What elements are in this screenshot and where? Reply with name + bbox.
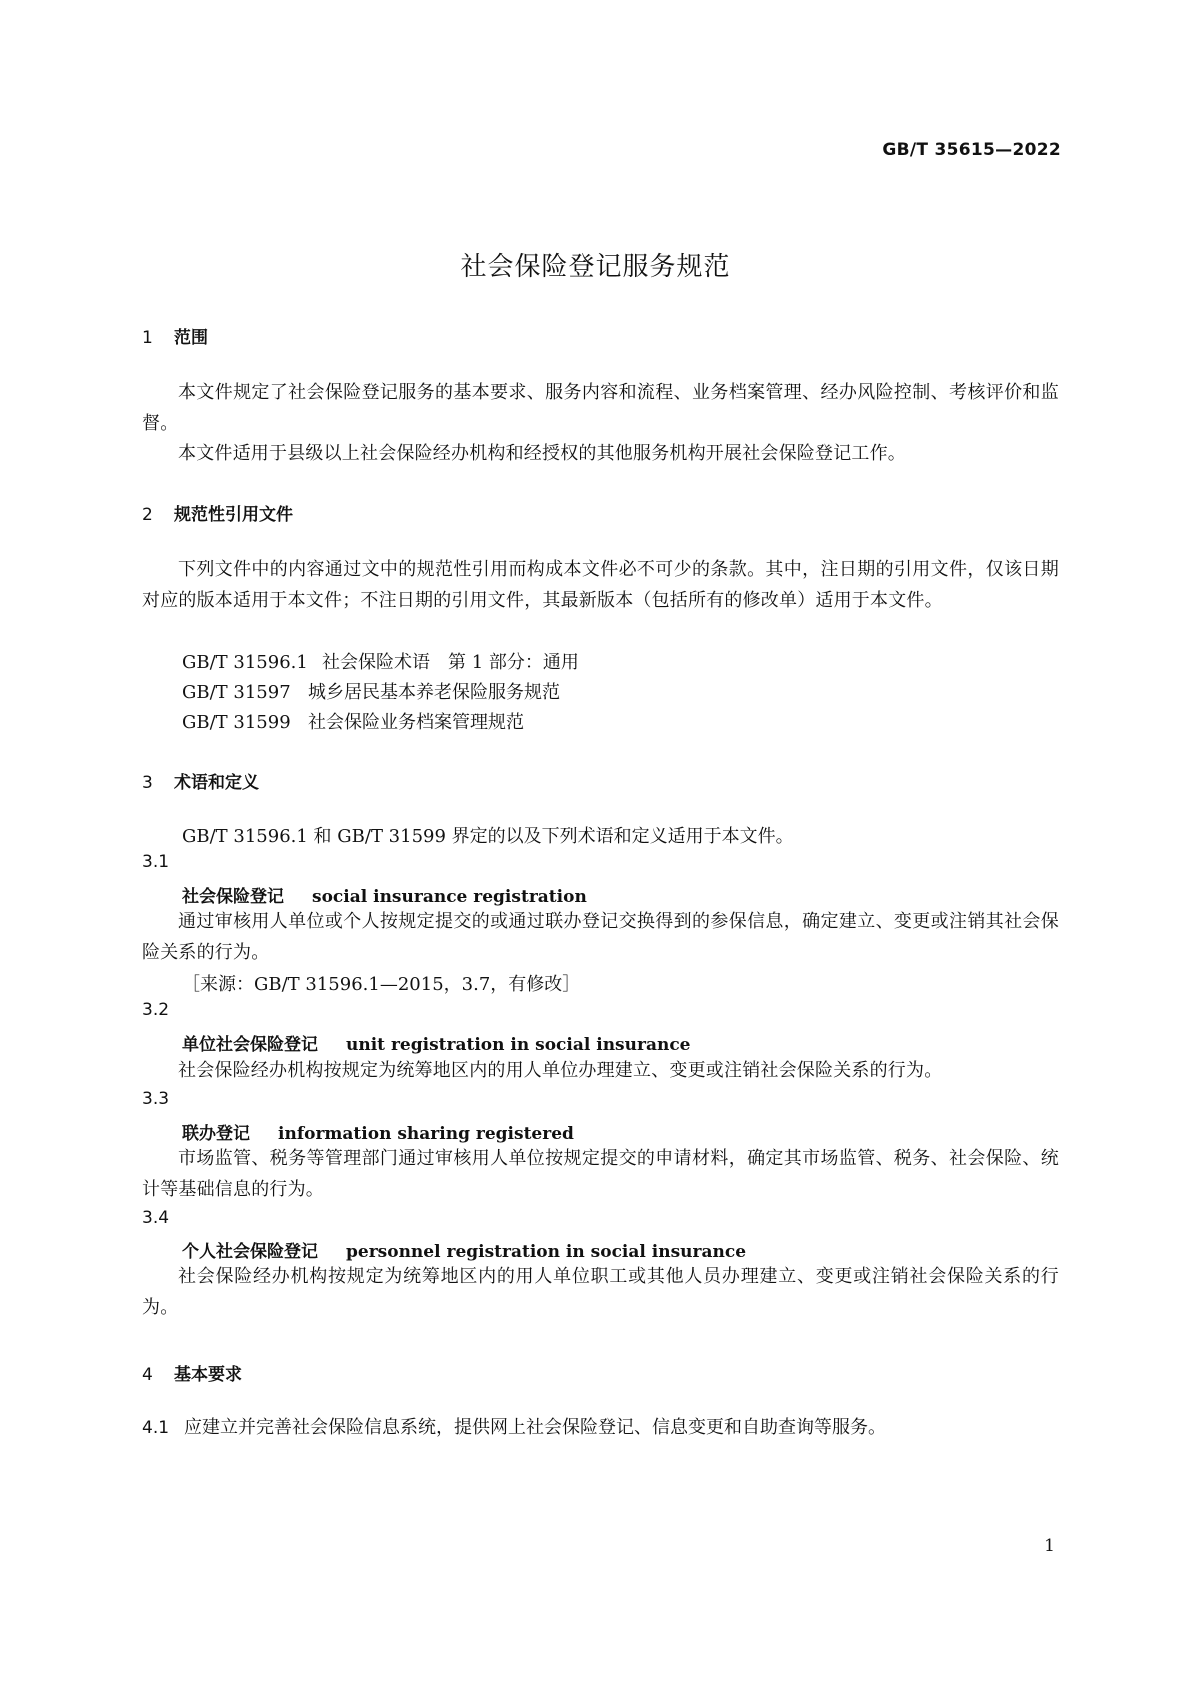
reference-code: GB/T 31597 bbox=[182, 682, 291, 703]
section-number: 4 bbox=[142, 1365, 153, 1385]
standard-code: GB/T 35615—2022 bbox=[882, 140, 1061, 160]
section-3-heading bbox=[142, 768, 259, 793]
section-4-heading bbox=[142, 1360, 242, 1385]
section-1-heading bbox=[142, 323, 208, 348]
term-chinese: 单位社会保险登记 bbox=[182, 1035, 318, 1055]
term-heading bbox=[182, 1237, 746, 1262]
section-2-heading bbox=[142, 500, 293, 525]
term-definition: 市场监管、税务等管理部门通过审核用人单位按规定提交的申请材料，确定其市场监管、税务、社会保险、统计等基础信息的行为。 bbox=[142, 1148, 1059, 1200]
term-english: personnel registration in social insurance bbox=[346, 1242, 747, 1262]
term-definition: 社会保险经办机构按规定为统筹地区内的用人单位办理建立、变更或注销社会保险关系的行为。 bbox=[178, 1060, 943, 1081]
term-source: ［来源：GB/T 31596.1—2015，3.7，有修改］ bbox=[182, 974, 581, 995]
reference-code: GB/T 31596.1 bbox=[182, 652, 308, 673]
reference-item bbox=[182, 678, 560, 704]
document-title: 社会保险登记服务规范 bbox=[460, 252, 731, 282]
section-number: 1 bbox=[142, 328, 153, 348]
term-heading bbox=[182, 1119, 574, 1144]
term-definition: 社会保险经办机构按规定为统筹地区内的用人单位职工或其他人员办理建立、变更或注销社会保险关系的行为。 bbox=[142, 1266, 1059, 1318]
section-title: 规范性引用文件 bbox=[174, 505, 293, 525]
requirement-number: 4.1 bbox=[142, 1418, 170, 1438]
term-chinese: 社会保险登记 bbox=[182, 887, 284, 907]
requirement-item bbox=[142, 1413, 886, 1439]
term-chinese: 个人社会保险登记 bbox=[182, 1242, 318, 1262]
term-english: information sharing registered bbox=[278, 1124, 574, 1144]
section-number: 2 bbox=[142, 505, 153, 525]
section-number: 3 bbox=[142, 773, 153, 793]
term-number: 3.3 bbox=[142, 1089, 170, 1109]
section-title: 基本要求 bbox=[174, 1365, 242, 1385]
term-number: 3.1 bbox=[142, 852, 170, 872]
reference-title: 城乡居民基本养老保险服务规范 bbox=[308, 682, 560, 703]
section-title: 范围 bbox=[174, 328, 208, 348]
reference-title: 社会保险业务档案管理规范 bbox=[308, 712, 524, 733]
term-number: 3.4 bbox=[142, 1208, 170, 1228]
section-title: 术语和定义 bbox=[174, 773, 259, 793]
reference-code: GB/T 31599 bbox=[182, 712, 291, 733]
page-number: 1 bbox=[1044, 1536, 1055, 1556]
term-english: unit registration in social insurance bbox=[346, 1035, 691, 1055]
section-2-paragraph: 下列文件中的内容通过文中的规范性引用而构成本文件必不可少的条款。其中，注日期的引用文件，仅该日期对应的版本适用于本文件；不注日期的引用文件，其最新版本（包括所有的修改单）适用于本文件。 bbox=[142, 559, 1059, 611]
section-3-intro: GB/T 31596.1 和 GB/T 31599 界定的以及下列术语和定义适用于本文件。 bbox=[182, 826, 794, 847]
section-1-paragraph-2: 本文件适用于县级以上社会保险经办机构和经授权的其他服务机构开展社会保险登记工作。 bbox=[178, 443, 906, 464]
term-number: 3.2 bbox=[142, 1000, 170, 1020]
term-definition: 通过审核用人单位或个人按规定提交的或通过联办登记交换得到的参保信息，确定建立、变更或注销其社会保险关系的行为。 bbox=[142, 911, 1059, 963]
reference-item bbox=[182, 648, 579, 674]
requirement-text: 应建立并完善社会保险信息系统，提供网上社会保险登记、信息变更和自助查询等服务。 bbox=[184, 1417, 886, 1438]
section-1-paragraph-1: 本文件规定了社会保险登记服务的基本要求、服务内容和流程、业务档案管理、经办风险控制、考核评价和监督。 bbox=[142, 382, 1059, 434]
term-heading bbox=[182, 1030, 690, 1055]
reference-item bbox=[182, 708, 524, 734]
term-chinese: 联办登记 bbox=[182, 1124, 250, 1144]
reference-title: 社会保险术语 第 1 部分：通用 bbox=[322, 652, 579, 673]
term-heading bbox=[182, 882, 587, 907]
term-english: social insurance registration bbox=[312, 887, 587, 907]
